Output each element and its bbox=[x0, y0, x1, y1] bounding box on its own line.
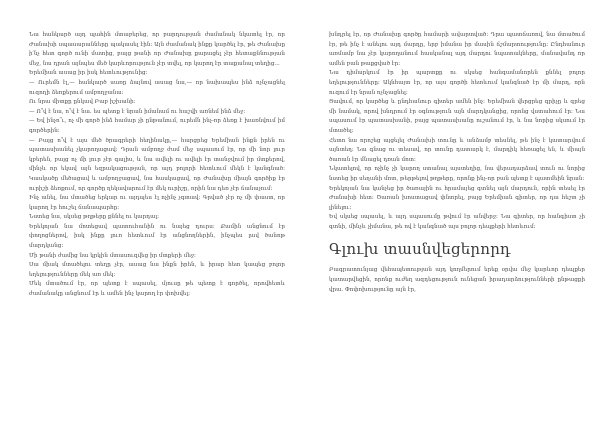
chapter-title: Գլուխ տասնվեցերորդ bbox=[329, 240, 511, 259]
paragraph: — Բայց ո՞վ է այս մեծ ծրագրերի հեղինակը,— հարցրեց Երեմիան ինքն իրեն ու պատասխանել չկարողացավ։ Դրան ամբողջ ժամ մեջ սպասում էր, որ մի նոր լուր կբերեն, բայց ոչ մի լուր չէր գալիս, և նա ավելի ու ավելի էր տանջվում իր մտքերով, մինչև որ եկավ այն եզրակացության, որ այդ բոլորի հետևում մեկն է կանգնած։ Կասկածը մեծացավ և ամբողջացավ, նա հասկացավ, որ Ժանախը միայն գործիք էր ուրիշի ձեռքում, որ գործը ղեկավարում էր մեկ ուրիշը, որին նա դեռ չէր ճանաչում։ bbox=[29, 137, 285, 192]
paragraph: Նկատելով, որ ոչինչ չի կարող ստանալ այստեղից, նա վերադարձավ տուն ու նորից նստեց իր սեղանի մոտ, թերթելով թղթերը, որոնք ինչ-որ բան պետք է պատմեին նրան։ bbox=[329, 166, 585, 182]
paragraph: Ցավում, որ կարծեց և ընդհանուր գիտեր ամեն ինչ։ Երեմիան վերցրեց գրիչը և գրեց մի նամակ, որով խնդրում էր օգնություն այն մարդկանցից, որոնց վստահում էր։ Նա սպասում էր պատասխանի, բայց պատասխանը ուշանում էր, և նա նորից սկսում էր մտածել։ bbox=[329, 99, 585, 134]
left-column bbox=[29, 31, 285, 300]
paragraph: — Ուրեմն էլ,— հանկարծ սառը ձայնով ասաց նա,— որ նախապես ինձ ոչնչացնել ուզողի ձեռքերում ամբողջանա։ bbox=[29, 79, 285, 96]
paragraph: Նա դիմարկում էր իր պարտքը ու սկսեց հանգամանորեն քննել բոլոր եղելությունները։ Ակնհայտ էր, որ այս գործի հետևում կանգնած էր մի մարդ, որն ուզում էր նրան ոչնչացնել։ bbox=[329, 70, 585, 96]
paragraph: Մի թանի ժամից նա կրկին մտասուզվեց իր մտքերի մեջ։ bbox=[29, 252, 196, 259]
paragraph: Ինչ անել, նա մտածեց երկար ու այդպես էլ ոչինչ չգտավ։ Գրված չէր ոչ մի փաստ, որ կարող էր հուշել ճանապարհը։ bbox=[29, 195, 285, 211]
paragraph: — Եվ ինչո՞ւ, ոչ մի գործ ինձ համար չի ընթանում, ուրեմն ինչ-որ ձեռք է խառնվում իմ գործերին։ bbox=[29, 118, 285, 134]
paragraph: խնդրել էր, որ Ժանախը գործը համարի ավարտված։ Դրա պատճառով, նա մտածում էր, թե ինչ է անելու այդ մարդը, երբ իմանա իր մասին ճշմարտությունը։ Ընդհանուր առմամբ նա չէր կարողանում հասկանալ այդ մարդու նպատակները, մանավանդ որ ամեն բան թաքցված էր։ bbox=[329, 32, 585, 67]
paragraph: Ու նրա միտքը ընկավ Բաբ իշխանի։ bbox=[29, 99, 136, 106]
paragraph: Երեկոյան նա մոտեցավ պատուհանին ու նայեց դուրս։ Քամին անցնում էր փողոցներով, իսկ ինքը լուռ հետևում էր անցնողներին, ինչպես լավ ծանոթ մարդկանց։ bbox=[29, 223, 285, 250]
paragraph: Սա միակ մտածելու տեղը չէր, ասաց նա ինքն իրեն, և իրար հետ կապեց բոլոր եղելությունները մեկ առ մեկ։ bbox=[29, 262, 285, 278]
paragraph: Եվ սկսեց սպասել, և այդ սպասումը թվում էր անվերջ։ Նա գիտեր, որ հանգիստ չի գտնի, մինչև չիմանա, թե ով է կանգնած այս բոլոր դեպքերի հետևում։ bbox=[329, 214, 585, 230]
paragraph: — Ո՞վ է նա, ո՞վ է նա. ես պետք է նրան իմանամ ու հաշվի առնեմ ինձ մեջ։ bbox=[29, 108, 246, 115]
paragraph: Երեմիան ասաց իր իսկ հետևությունից։ bbox=[29, 70, 148, 77]
paragraph: Նստեց նա, սկսեց թղթերը քննել ու կարդալ։ bbox=[29, 214, 160, 221]
chapter-opening-paragraph: Բագրատունյաց վեհապետության այդ կողմերում երեք օրվա մեջ կարևոր դեպքեր կատարվեցին, որոնք ուժեղ ազդեցություն ունեցան իրադարձությունների ընթացքի վրա. Փոփոխությունը այն էր, bbox=[329, 267, 585, 293]
paragraph: Երեկոյան նա կանչեց իր ծառային ու հրամայեց գտնել այն մարդուն, որին տեսել էր Ժանախի հետ։ Ծառան խոստացավ փնտրել, բայց Երեմիան գիտեր, որ դա հեշտ չի լինելու։ bbox=[329, 185, 585, 211]
paragraph: Նա հանկարծ այդ պահին մտաբերեց, որ բարդության ժամանակ նկատել էր, որ Ժանախի սպասարանները պակասել էին: Այն ժամանակ ինքը կարծել էր, թե Ժանախը ի՛նչ հետ գործ ունի մատից, բայց թանի որ Ժանախը քարացել չէր հետաքննության մեջ, նա դրան այնպես մեծ կարևորություն չէր տվել, որ կարող էր տաքանալ տեղից... bbox=[29, 32, 285, 67]
paragraph: Հետո նա որոշեց այցելել Ժանախի տունը և անձամբ տեսնել, թե ինչ է կատարվում այնտեղ։ Նա գնաց ու տեսավ, որ տունը դատարկ է, մարդիկ հեռացել են, և միայն ծառան էր մնացել դռան մոտ։ bbox=[329, 137, 585, 163]
paragraph: Մեկ մտածում էր, որ պետք է սպասել, մյուսը թե պետք է գործել, որովհետև ժամանակը անցնում էր և ամեն ինչ կարող էր փոխվել։ bbox=[29, 281, 285, 298]
right-column bbox=[329, 31, 585, 295]
